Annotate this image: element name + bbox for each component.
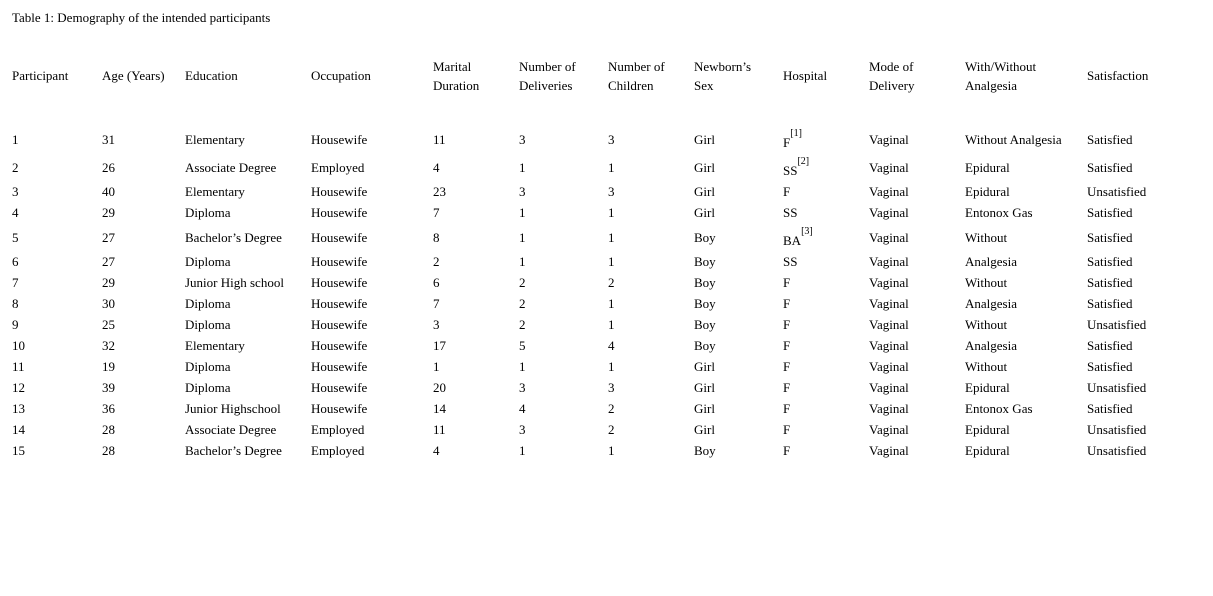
cell-satisfaction: Satisfied [1087,205,1133,220]
cell-participant: 14 [12,422,25,437]
cell-children: 1 [608,359,615,374]
cell-sex: Boy [694,229,716,245]
cell-sex: Boy [694,443,716,458]
cell-deliveries: 1 [519,443,526,458]
header-hospital: Hospital [783,68,828,83]
cell-satisfaction: Satisfied [1087,159,1133,175]
header-analgesia: With/Without Analgesia [965,58,1037,93]
cell-education: Associate Degree [185,159,277,175]
cell-education: Diploma [185,254,231,269]
cell-hospital [777,153,863,181]
cell-marital: 2 [433,254,440,269]
cell-children: 2 [608,422,615,437]
cell-sex: Girl [694,422,715,437]
cell-analgesia: Epidural [965,184,1010,199]
cell-children: 1 [608,159,615,175]
cell-mode: Vaginal [869,380,909,395]
cell-children: 1 [608,317,615,332]
cell-satisfaction: Unsatisfied [1087,422,1147,437]
cell-sex: Girl [694,380,715,395]
cell-education: Diploma [185,317,231,332]
table-row [6,335,1186,356]
cell-deliveries: 1 [519,359,526,374]
cell-deliveries: 4 [519,401,526,416]
cell-education: Elementary [185,338,245,353]
cell-hospital [777,125,863,153]
footnote-marker[interactable]: [3] [801,226,813,238]
cell-satisfaction: Satisfied [1087,229,1133,245]
cell-analgesia: Analgesia [965,254,1017,269]
cell-deliveries: 3 [519,184,526,199]
cell-education: Diploma [185,380,231,395]
cell-age: 29 [102,205,115,220]
table-body [6,103,1186,461]
header-row [6,48,1186,103]
cell-participant: 4 [12,205,19,220]
cell-deliveries: 3 [519,131,526,147]
cell-sex: Girl [694,131,715,147]
cell-sex: Girl [694,205,715,220]
cell-hospital [777,223,863,251]
cell-children: 2 [608,275,615,290]
hospital-code: F [783,134,791,150]
cell-sex: Boy [694,275,716,290]
header-satisfaction: Satisfaction [1087,68,1149,83]
cell-education: Diploma [185,296,231,311]
table-row [6,202,1186,223]
cell-satisfaction: Satisfied [1087,254,1133,269]
cell-age: 31 [102,131,115,147]
cell-marital: 7 [433,296,440,311]
cell-hospital [777,314,863,335]
cell-satisfaction: Satisfied [1087,131,1133,147]
cell-deliveries: 2 [519,317,526,332]
cell-marital: 17 [433,338,446,353]
spacer-cell [6,103,1186,125]
table-row [6,251,1186,272]
cell-mode: Vaginal [869,422,909,437]
cell-participant: 1 [12,131,19,147]
cell-deliveries: 2 [519,275,526,290]
table-row [6,440,1186,461]
cell-hospital [777,335,863,356]
table-row [6,153,1186,181]
hospital-code: SS [783,162,798,178]
hospital-code: F [783,296,791,311]
cell-age: 40 [102,184,115,199]
cell-children: 1 [608,205,615,220]
cell-education: Junior High school [185,275,284,290]
cell-mode: Vaginal [869,205,909,220]
cell-occupation: Housewife [311,296,368,311]
cell-analgesia: Epidural [965,422,1010,437]
cell-participant: 12 [12,380,25,395]
cell-hospital [777,440,863,461]
hospital-code: F [783,184,791,199]
cell-age: 27 [102,229,115,245]
header-newborn-sex: Newborn’s Sex [694,58,752,93]
demography-table [6,48,1186,461]
cell-participant: 8 [12,296,19,311]
cell-mode: Vaginal [869,317,909,332]
cell-education: Bachelor’s Degree [185,229,282,245]
cell-occupation: Housewife [311,229,368,245]
cell-sex: Boy [694,254,716,269]
cell-age: 19 [102,359,115,374]
cell-deliveries: 5 [519,338,526,353]
cell-deliveries: 1 [519,254,526,269]
cell-occupation: Housewife [311,380,368,395]
cell-mode: Vaginal [869,296,909,311]
cell-mode: Vaginal [869,338,909,353]
footnote-marker[interactable]: [1] [790,128,802,140]
table-row [6,125,1186,153]
cell-satisfaction: Unsatisfied [1087,443,1147,458]
table-row [6,398,1186,419]
cell-mode: Vaginal [869,275,909,290]
cell-analgesia: Without [965,359,1008,374]
table-row [6,181,1186,202]
header-education: Education [185,68,238,83]
cell-education: Bachelor’s Degree [185,443,282,458]
header-mode-of-delivery: Mode of Delivery [869,58,915,93]
cell-marital: 8 [433,229,440,245]
cell-analgesia: Epidural [965,443,1010,458]
header-marital-duration: Marital Duration [433,58,480,93]
cell-children: 1 [608,443,615,458]
cell-satisfaction: Satisfied [1087,338,1133,353]
cell-analgesia: Entonox Gas [965,401,1033,416]
cell-education: Elementary [185,131,245,147]
cell-occupation: Housewife [311,359,368,374]
cell-satisfaction: Unsatisfied [1087,184,1147,199]
header-spacer-row [6,103,1186,125]
cell-occupation: Employed [311,422,365,437]
cell-children: 2 [608,401,615,416]
cell-deliveries: 2 [519,296,526,311]
cell-mode: Vaginal [869,131,909,147]
cell-age: 39 [102,380,115,395]
table-row [6,356,1186,377]
cell-children: 3 [608,184,615,199]
cell-children: 1 [608,229,615,245]
hospital-code: SS [783,254,798,269]
cell-age: 29 [102,275,115,290]
cell-marital: 23 [433,184,446,199]
cell-sex: Boy [694,317,716,332]
cell-occupation: Employed [311,159,365,175]
cell-marital: 4 [433,443,440,458]
header-number-of-children: Number of Children [608,58,665,93]
cell-sex: Girl [694,401,715,416]
cell-participant: 13 [12,401,25,416]
cell-mode: Vaginal [869,159,909,175]
hospital-code: BA [783,232,802,248]
cell-occupation: Housewife [311,184,368,199]
cell-children: 3 [608,131,615,147]
cell-sex: Girl [694,184,715,199]
cell-age: 28 [102,443,115,458]
footnote-marker[interactable]: [2] [797,156,810,168]
cell-participant: 5 [12,229,19,245]
cell-hospital [777,272,863,293]
cell-participant: 6 [12,254,19,269]
cell-occupation: Housewife [311,131,368,147]
hospital-code: F [783,275,791,290]
cell-analgesia: Analgesia [965,296,1017,311]
cell-age: 27 [102,254,115,269]
header-number-of-deliveries: Number of Deliveries [519,58,576,93]
hospital-code: F [783,338,791,353]
cell-education: Associate Degree [185,422,277,437]
cell-education: Diploma [185,205,231,220]
cell-occupation: Housewife [311,254,368,269]
cell-mode: Vaginal [869,401,909,416]
table-row [6,314,1186,335]
cell-hospital [777,377,863,398]
cell-analgesia: Without [965,275,1008,290]
cell-mode: Vaginal [869,443,909,458]
cell-satisfaction: Unsatisfied [1087,380,1147,395]
cell-occupation: Housewife [311,338,368,353]
cell-satisfaction: Satisfied [1087,401,1133,416]
table-row [6,377,1186,398]
cell-education: Elementary [185,184,245,199]
cell-education: Diploma [185,359,231,374]
cell-sex: Boy [694,296,716,311]
cell-marital: 6 [433,275,440,290]
cell-analgesia: Analgesia [965,338,1017,353]
cell-children: 3 [608,380,615,395]
cell-analgesia: Without Analgesia [965,131,1062,147]
cell-hospital [777,181,863,202]
cell-participant: 3 [12,184,19,199]
cell-analgesia: Entonox Gas [965,205,1033,220]
hospital-code: F [783,359,791,374]
cell-occupation: Housewife [311,205,368,220]
cell-marital: 3 [433,317,440,332]
header-age: Age (Years) [102,68,165,83]
cell-hospital [777,398,863,419]
table-row [6,223,1186,251]
cell-occupation: Housewife [311,275,368,290]
hospital-code: F [783,443,791,458]
cell-marital: 4 [433,159,440,175]
cell-age: 28 [102,422,115,437]
cell-analgesia: Without [965,229,1008,245]
cell-deliveries: 1 [519,205,526,220]
cell-analgesia: Without [965,317,1008,332]
cell-children: 4 [608,338,615,353]
cell-hospital [777,293,863,314]
table-row [6,293,1186,314]
cell-participant: 2 [12,159,19,175]
hospital-code: SS [783,205,798,220]
cell-marital: 1 [433,359,440,374]
cell-mode: Vaginal [869,254,909,269]
cell-participant: 10 [12,338,25,353]
cell-occupation: Housewife [311,317,368,332]
table-header [6,48,1186,103]
cell-hospital [777,419,863,440]
cell-age: 25 [102,317,115,332]
table-caption: Table 1: Demography of the intended participants [12,10,271,25]
cell-education: Junior Highschool [185,401,281,416]
cell-marital: 11 [433,422,446,437]
cell-age: 30 [102,296,115,311]
cell-analgesia: Epidural [965,159,1010,175]
cell-participant: 15 [12,443,25,458]
cell-occupation: Employed [311,443,365,458]
cell-deliveries: 3 [519,422,526,437]
cell-hospital [777,251,863,272]
cell-marital: 7 [433,205,440,220]
cell-analgesia: Epidural [965,380,1010,395]
cell-deliveries: 1 [519,159,526,175]
cell-satisfaction: Satisfied [1087,275,1133,290]
cell-participant: 9 [12,317,19,332]
cell-sex: Girl [694,159,715,175]
cell-occupation: Housewife [311,401,368,416]
cell-children: 1 [608,296,615,311]
cell-satisfaction: Satisfied [1087,296,1133,311]
cell-mode: Vaginal [869,359,909,374]
cell-deliveries: 3 [519,380,526,395]
cell-satisfaction: Unsatisfied [1087,317,1147,332]
cell-sex: Girl [694,359,715,374]
cell-age: 26 [102,159,115,175]
cell-participant: 11 [12,359,25,374]
header-occupation: Occupation [311,68,371,83]
cell-marital: 20 [433,380,446,395]
cell-mode: Vaginal [869,184,909,199]
cell-children: 1 [608,254,615,269]
cell-hospital [777,202,863,223]
cell-age: 32 [102,338,115,353]
hospital-code: F [783,317,791,332]
cell-marital: 11 [433,131,446,147]
cell-participant: 7 [12,275,19,290]
table-row [6,272,1186,293]
hospital-code: F [783,380,791,395]
cell-deliveries: 1 [519,229,526,245]
hospital-code: F [783,422,791,437]
cell-satisfaction: Satisfied [1087,359,1133,374]
cell-hospital [777,356,863,377]
cell-sex: Boy [694,338,716,353]
cell-marital: 14 [433,401,446,416]
header-participant: Participant [12,68,69,83]
cell-age: 36 [102,401,115,416]
table-row [6,419,1186,440]
hospital-code: F [783,401,791,416]
cell-mode: Vaginal [869,229,909,245]
